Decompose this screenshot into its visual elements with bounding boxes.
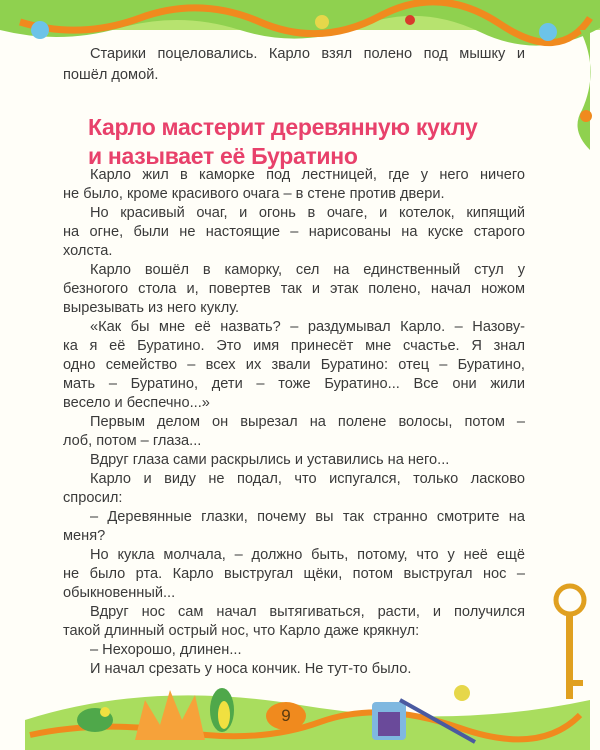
text-line: Карло жил в каморке под лестницей, где у него ничего [90,167,525,183]
coin-icon [315,15,329,29]
text-line: мать – Буратино, дети – тоже Буратино... Все они жили [63,376,525,392]
frog-icon [210,688,234,732]
text-line: ка я её Буратино. Это имя принесёт мне счастье. Я знал [63,338,525,354]
text-line: Первым делом он вырезал на полене волосы, потом – [90,414,525,430]
paragraph [63,204,525,261]
text-line: Карло и виду не подал, что испугался, только ласково [90,471,525,487]
text-line: Вдруг нос сам начал вытягиваться, расти, и получился [90,604,525,620]
text-line: пошёл домой. [63,67,159,83]
paragraph [63,546,525,603]
text-line: Старики поцеловались. Карло взял полено под мышку и [90,46,525,62]
text-line: Карло вошёл в каморку, сел на единственный стул у [90,262,525,278]
text-line: весело и беспечно...» [63,395,210,411]
text-line: «Как бы мне её назвать? – раздумывал Карло. – Назову- [90,319,525,335]
text-line: Но красивый очаг, и огонь в очаге, и котелок, кипящий [90,205,525,221]
paragraph [63,451,525,470]
intro-paragraph [63,44,525,86]
chapter-title [88,113,478,171]
text-line: И начал срезать у носа кончик. Не тут-то было. [90,661,412,677]
jar-icon [372,702,406,740]
ladybug-icon [405,15,415,25]
text-line: не было рта. Карло выстругал щёки, потом выстругал нос – [63,566,525,582]
text-line: обыкновенный... [63,585,176,601]
text-line: спросил: [63,490,123,506]
paragraph [63,470,525,508]
paragraph [63,166,525,204]
chapter-title-line: Карло мастерит деревянную куклу [88,114,478,140]
right-border-decoration [520,30,600,730]
coin-icon [454,685,470,701]
chapter-title-line: и называет её Буратино [88,143,358,169]
text-line: – Деревянные глазки, почему вы так странно смотрите на [90,509,525,525]
text-line: на огне, были не настоящие – нарисованы на куске старого [63,224,525,240]
bottom-border-decoration [0,660,600,750]
text-line: одно семейство – всех их звали Буратино: отец – Буратино, [63,357,525,373]
paragraph [63,603,525,641]
paragraph [63,318,525,413]
text-line: – Нехорошо, длинен... [90,642,242,658]
dragonfly-icon [31,21,49,39]
paragraph [63,641,525,660]
paragraph [63,261,525,318]
paragraph [63,508,525,546]
text-line: Но кукла молчала, – должно быть, потому, что у неё ещё [90,547,525,563]
paragraph [63,413,525,451]
chapter-body [63,166,525,679]
page-number: 9 [266,702,306,730]
text-line: холста. [63,243,113,259]
text-line: безногого стола и, повертев так и этак полено, начал ножом [63,281,525,297]
text-line: вырезывать из него куклу. [63,300,240,316]
text-line: не было, кроме красивого очага – в стене против двери. [63,186,445,202]
text-line: Вдруг глаза сами раскрылись и уставились на него... [90,452,450,468]
text-line: такой длинный острый нос, что Карло даже крякнул: [63,623,420,639]
text-line: лоб, потом – глаза... [63,433,202,449]
text-line: меня? [63,528,106,544]
